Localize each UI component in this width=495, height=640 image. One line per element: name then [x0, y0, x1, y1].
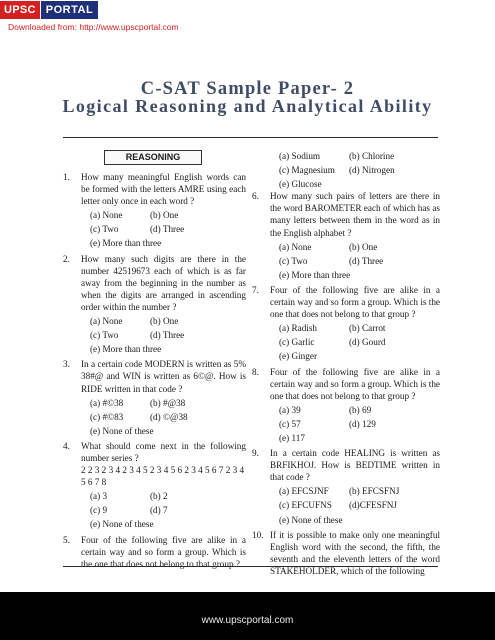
option-a: (a) #©38 — [90, 397, 124, 408]
option-a: (a) None — [279, 241, 312, 252]
right-column — [252, 150, 440, 577]
question-2 — [63, 253, 246, 356]
option-b: (b) 69 — [349, 404, 372, 415]
option-c: (c) Two — [90, 224, 119, 235]
option-e: (e) 117 — [279, 432, 305, 443]
option-b: (b) EFCSFNJ — [349, 486, 400, 497]
option-b: (b) One — [150, 210, 179, 221]
question-text: What should come next in the following number series ? — [81, 440, 246, 463]
question-text: In a certain code HEALING is written as BRFIKHOJ. How is BEDTIME written in that code ? — [270, 448, 440, 483]
question-4 — [63, 440, 246, 531]
question-number: 4. — [63, 440, 70, 451]
option-b: (b) Chlorine — [349, 151, 395, 161]
question-text: How many such pairs of letters are there in the word BAROMETER each of which has as many letters between them in the word as in the English alphabet ? — [270, 191, 440, 238]
footer-link[interactable]: www.upscportal.com — [201, 614, 294, 626]
question-number: 5. — [63, 534, 70, 545]
option-c: (c) Garlic — [279, 337, 315, 348]
left-column — [63, 150, 246, 570]
option-d: (d) ©@38 — [150, 411, 188, 422]
upsc-portal-logo[interactable] — [0, 0, 98, 19]
option-c: (c) 57 — [279, 418, 301, 429]
question-9 — [252, 447, 440, 526]
question-text: Four of the following five are alike in a certain way and so form a group. Which is the one that does not belong to that group ? — [270, 284, 440, 320]
option-e: (e) More than three — [279, 269, 351, 280]
logo-upsc: UPSC — [0, 1, 40, 19]
question-number: 7. — [252, 284, 259, 295]
option-d: (d) Gourd — [349, 337, 386, 348]
option-a: (a) Sodium — [279, 151, 321, 161]
option-c: (c) Two — [90, 330, 119, 341]
option-e: (e) None of these — [279, 514, 343, 525]
option-a: (a) EFCSJNF — [279, 486, 329, 497]
bottom-divider — [63, 566, 438, 567]
question-number: 2. — [63, 253, 70, 264]
question-text: How many such digits are there in the number 42519673 each of which is as far away from the beginning in the number as when the digits are arranged in ascending order within the number ? — [81, 253, 246, 312]
question-number: 3. — [63, 359, 70, 370]
option-d: (d) Three — [349, 255, 384, 266]
option-b: (b) One — [349, 241, 378, 252]
option-e: (e) Glucose — [279, 179, 322, 190]
footer-bar — [0, 592, 495, 640]
option-e: (e) None of these — [90, 519, 154, 530]
option-e: (e) Ginger — [279, 351, 318, 362]
option-b: (b) 2 — [150, 491, 168, 502]
option-b: (b) #@38 — [150, 397, 186, 408]
option-d: (d) 7 — [150, 505, 168, 516]
question-text: Four of the following five are alike in a certain way and so form a group. Which is the one that does not belong to that group ? — [270, 366, 440, 401]
paper-title: C-SAT Sample Paper- 2 — [140, 79, 355, 99]
question-5-options — [252, 150, 440, 190]
option-a: (a) None — [90, 210, 123, 221]
question-text: How many meaningful English words can be formed with the letters AMRE using each letter only once in each word ? — [81, 172, 246, 207]
question-text: In a certain code MODERN is written as 5% 38#@ and WIN is written as 6©@. How is RIDE written in that code ? — [81, 359, 246, 394]
question-6 — [252, 190, 440, 281]
option-c: (c) Two — [279, 255, 308, 266]
logo-portal: PORTAL — [40, 1, 98, 19]
option-b: (b) One — [150, 316, 179, 327]
question-text: Four of the following five are alike in a certain way and so form a group. Which is the one that does not belong to that group ? — [81, 534, 246, 569]
option-e: (e) None of these — [90, 425, 154, 436]
option-a: (a) 39 — [279, 404, 301, 415]
option-d: (d) Nitrogen — [349, 165, 395, 176]
question-number: 10. — [252, 529, 264, 540]
option-e: (e) More than three — [90, 344, 162, 355]
option-e: (e) More than three — [90, 238, 162, 249]
question-number: 1. — [63, 172, 70, 182]
option-b: (b) Carrot — [349, 323, 386, 334]
option-c: (c) EFCUFNS — [279, 500, 332, 511]
question-7 — [252, 284, 440, 363]
question-5 — [63, 534, 246, 570]
question-number: 6. — [252, 191, 259, 202]
section-heading: REASONING — [104, 150, 202, 165]
question-3 — [63, 358, 246, 437]
option-c: (c) #©83 — [90, 411, 124, 422]
question-number: 9. — [252, 448, 259, 459]
question-text: If it is possible to make only one meaningful English word with the second, the fifth, the seventh and the eleventh letters of the word STAKEHOLDER, which of the following — [270, 529, 440, 576]
option-a: (a) Radish — [279, 323, 318, 334]
question-number: 8. — [252, 366, 259, 377]
option-c: (c) 9 — [90, 505, 108, 516]
question-8 — [252, 366, 440, 445]
option-a: (a) 3 — [90, 491, 108, 502]
option-a: (a) None — [90, 316, 123, 327]
question-10 — [252, 529, 440, 577]
number-series: 2 2 3 2 3 4 2 3 4 5 2 3 4 5 6 2 3 4 5 6 7 2 3 4 5 6 7 8 — [81, 465, 245, 488]
option-d: (d) 129 — [349, 418, 376, 429]
option-c: (c) Magnesium — [279, 165, 335, 176]
option-d: (d) Three — [150, 330, 185, 341]
option-d: (d) Three — [150, 224, 185, 235]
download-source-link[interactable]: Downloaded from: http://www.upscportal.com — [8, 22, 179, 32]
top-divider — [63, 137, 438, 138]
option-d: (d)CFESFNJ — [349, 500, 397, 511]
question-1 — [63, 171, 246, 250]
paper-subtitle: Logical Reasoning and Analytical Ability — [62, 96, 433, 116]
